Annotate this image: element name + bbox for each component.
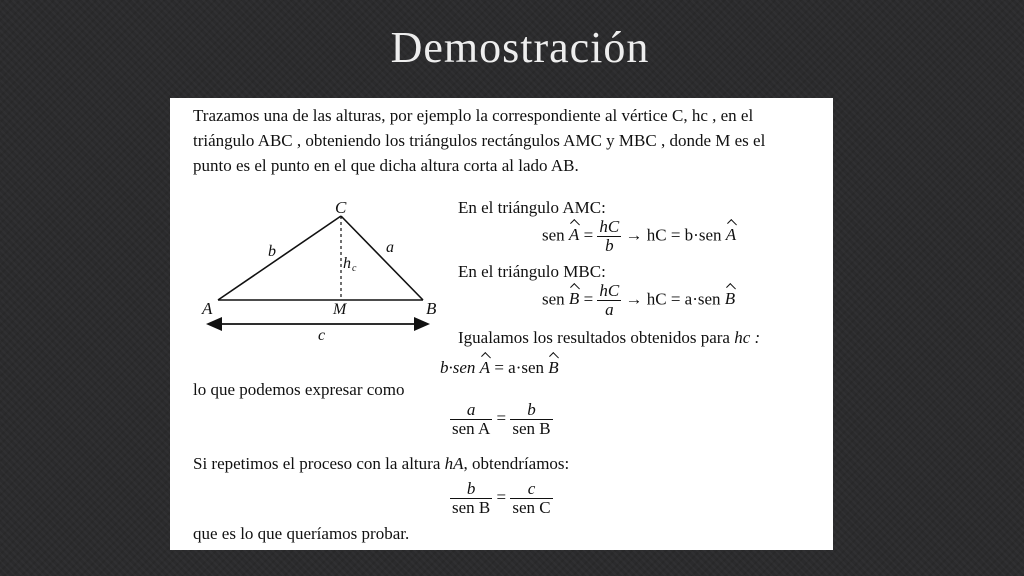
angle-a-hat: A	[568, 225, 580, 245]
fraction-denominator: b	[605, 235, 614, 255]
fraction-numerator: c	[510, 480, 552, 499]
fraction-denominator: sen A	[452, 418, 491, 438]
foot-label-m: M	[333, 301, 347, 318]
fraction-numerator: b	[510, 401, 552, 420]
fraction-denominator: sen B	[452, 497, 491, 517]
sen-text: sen	[542, 225, 565, 245]
fraction-numerator: hC	[599, 217, 620, 236]
altitude-label-h: h	[343, 255, 351, 272]
mbc-label: En el triángulo MBC:	[458, 262, 606, 281]
equals-sign: =	[583, 225, 594, 245]
angle-a-hat: A	[725, 225, 737, 245]
side-label-b: b	[268, 243, 276, 260]
conclusion-text: que es lo que queríamos probar.	[193, 524, 410, 543]
formula-left: b·sen	[440, 358, 476, 377]
angle-b-hat: B	[568, 289, 580, 309]
fraction-c-over-sen-c	[510, 480, 552, 517]
formula-ratio-1	[450, 401, 553, 438]
fraction-denominator: sen C	[512, 497, 551, 517]
equals-sign: =	[496, 487, 507, 507]
fraction-b-over-sen-b	[450, 480, 492, 517]
formula-result: → hC = b·sen	[625, 225, 722, 245]
side-a-line	[341, 216, 423, 300]
fraction-hc-over-b	[597, 218, 621, 255]
repetimos-line	[193, 454, 569, 474]
vertex-label-a: A	[202, 299, 213, 318]
formula-result: → hC = a·sen	[625, 289, 721, 309]
repetimos-end: , obtendríamos:	[463, 454, 570, 473]
equals-sign: =	[583, 289, 594, 309]
angle-a-hat: A	[479, 358, 491, 377]
sen-text: sen	[542, 289, 565, 309]
repetimos-text: Si repetimos el proceso con la altura	[193, 454, 441, 473]
arrow-left-head	[206, 317, 222, 331]
repetimos-variable: hA	[444, 454, 464, 473]
paragraph-line-3: punto es el punto en el que dicha altura corta al lado AB.	[193, 156, 579, 175]
igualamos-text: Igualamos los resultados obtenidos para	[458, 328, 730, 347]
fraction-denominator: sen B	[512, 418, 551, 438]
paragraph-line-2: triángulo ABC , obteniendo los triángulos rectángulos AMC y MBC , donde M es el	[193, 131, 766, 150]
formula-equality	[440, 358, 559, 378]
triangle-diagram	[198, 196, 448, 346]
fraction-b-over-sen-b	[510, 401, 552, 438]
vertex-label-b: B	[426, 299, 437, 318]
side-b-line	[218, 216, 341, 300]
fraction-a-over-sen-a	[450, 401, 492, 438]
equals-sign: =	[496, 408, 507, 428]
igualamos-variable: hc :	[734, 328, 761, 347]
expresar-text: lo que podemos expresar como	[193, 380, 405, 399]
vertex-label-c: C	[335, 198, 347, 217]
fraction-numerator: b	[450, 480, 492, 499]
fraction-hc-over-a	[597, 282, 621, 319]
content-panel	[170, 98, 833, 550]
formula-amc	[542, 218, 736, 255]
paragraph-line-1: Trazamos una de las alturas, por ejemplo la correspondiente al vértice C, hc , en el	[193, 106, 754, 125]
formula-middle: = a·sen	[494, 358, 545, 377]
amc-label: En el triángulo AMC:	[458, 198, 606, 217]
slide-title: Demostración	[390, 23, 650, 72]
formula-ratio-2	[450, 480, 553, 517]
fraction-numerator: hC	[599, 281, 620, 300]
formula-mbc	[542, 282, 735, 319]
angle-b-hat: B	[724, 289, 736, 309]
base-label-c: c	[318, 327, 326, 344]
arrow-right-head	[414, 317, 430, 331]
igualamos-line	[458, 328, 760, 348]
fraction-denominator: a	[605, 299, 614, 319]
fraction-numerator: a	[450, 401, 492, 420]
angle-b-hat: B	[548, 358, 559, 377]
side-label-a: a	[386, 239, 394, 256]
altitude-label-sub: c	[352, 263, 357, 274]
